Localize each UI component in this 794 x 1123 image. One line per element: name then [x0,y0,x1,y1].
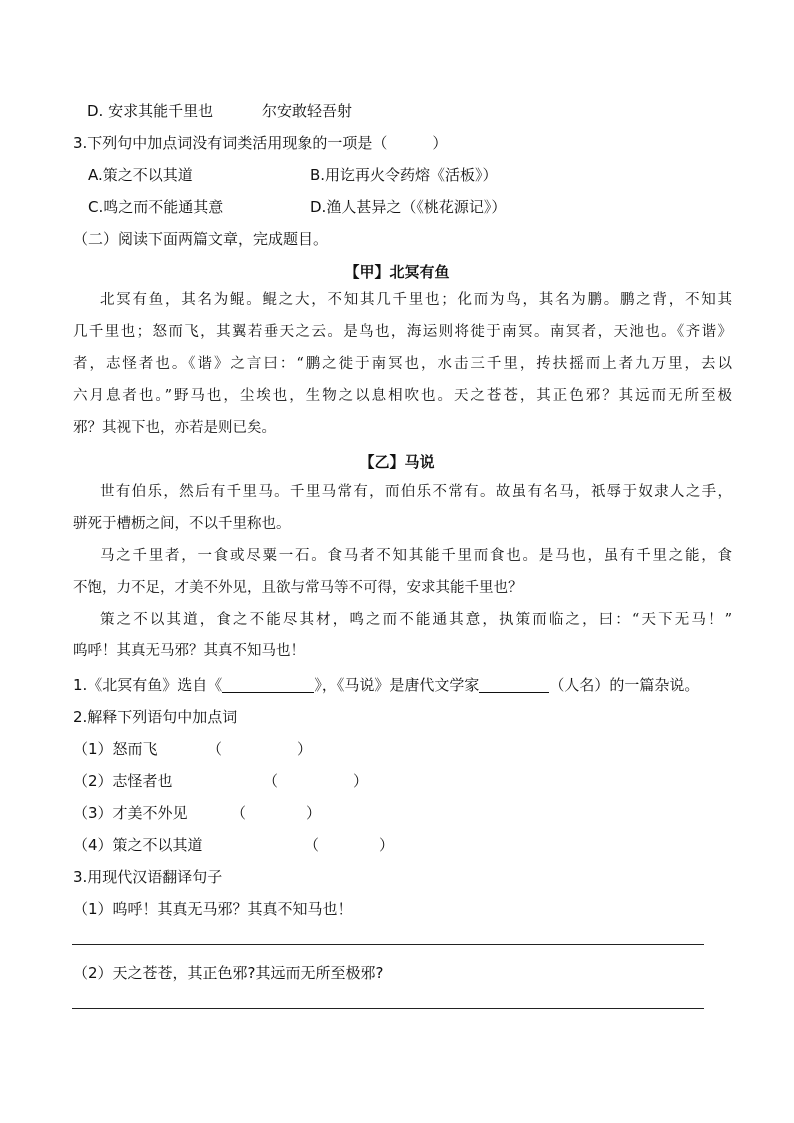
option-a: A.策之不以其道 [88,166,193,184]
option-c: C.鸣之而不能通其意 [88,198,224,216]
passage-yi-title: 【乙】马说 [359,453,435,471]
question-1-part-b: 》，《马说》是唐代文学家 [314,676,480,694]
passage-jia-line: 者，志怪者也。《谐》之言曰：“鹏之徙于南冥也，水击三千里，抟扶摇而上者九万里，去以 [73,356,732,372]
option-d: D. 安求其能千里也 [87,102,214,120]
translation-sentence: （1）呜呼！其真无马邪？其真不知马也！ [73,900,353,918]
q2-item-label: （1）怒而飞 [73,740,158,758]
q2-answer-paren[interactable]: （ ） [304,836,395,854]
passage-yi-line: 不饱，力不足，才美不外见，且欲与常马等不可得，安求其能千里也？ [73,580,523,596]
passage-yi-line: 呜呼！其真无马邪？其真不知马也！ [73,643,305,659]
passage-jia-line: 北冥有鱼，其名为鲲。鲲之大，不知其几千里也；化而为鸟，其名为鹏。鹏之背，不知其 [100,292,732,308]
answer-line[interactable] [72,944,704,945]
q2-answer-paren[interactable]: （ ） [207,740,313,758]
q2-item-label: （2）志怪者也 [73,772,173,790]
passage-yi-line: 世有伯乐，然后有千里马。千里马常有，而伯乐不常有。故虽有名马，祇辱于奴隶人之手， [100,484,732,500]
passage-jia-line: 邪？其视下也，亦若是则已矣。 [73,420,276,436]
option-d-2: D.渔人甚异之（《桃花源记》） [310,198,507,216]
question-2-title: 2.解释下列语句中加点词 [73,708,238,726]
q2-answer-paren[interactable]: （ ） [263,772,369,790]
question-3-stem: 3.下列句中加点词没有词类活用现象的一项是（ ） [73,134,448,152]
passage-jia-line: 六月息者也。”野马也，尘埃也，生物之以息相吹也。天之苍苍，其正色邪？其远而无所至极 [73,388,732,404]
question-1 [73,675,699,695]
question-1-part-c: （人名）的一篇杂说。 [549,676,700,694]
q2-item-label: （4）策之不以其道 [73,836,203,854]
question-1-part-a: 1.《北冥有鱼》选自《 [73,676,223,694]
passage-jia-line: 几千里也；怒而飞，其翼若垂天之云。是鸟也，海运则将徙于南冥。南冥者，天池也。《齐谐》 [73,324,732,340]
answer-blank-1[interactable] [222,676,314,693]
q2-item-label: （3）才美不外见 [73,804,188,822]
passage-yi-line: 马之千里者，一食或尽粟一石。食马者不知其能千里而食也。是马也，虽有千里之能，食 [100,548,732,564]
option-d-second: 尔安敢轻吾射 [262,102,353,120]
answer-line[interactable] [72,1008,704,1009]
q2-answer-paren[interactable]: （ ） [231,804,322,822]
section-2-heading: （二）阅读下面两篇文章，完成题目。 [73,230,329,248]
passage-jia-title: 【甲】北冥有鱼 [344,263,450,281]
option-b: B.用讫再火令药熔《活板》） [310,166,498,184]
passage-yi-line: 骈死于槽枥之间，不以千里称也。 [73,516,291,532]
passage-yi-line: 策之不以其道，食之不能尽其材，鸣之而不能通其意，执策而临之，曰：“天下无马！” [100,612,732,628]
translation-sentence: （2）天之苍苍，其正色邪?其远而无所至极邪? [73,964,384,982]
question-3-title: 3.用现代汉语翻译句子 [73,868,223,886]
answer-blank-2[interactable] [479,676,549,693]
